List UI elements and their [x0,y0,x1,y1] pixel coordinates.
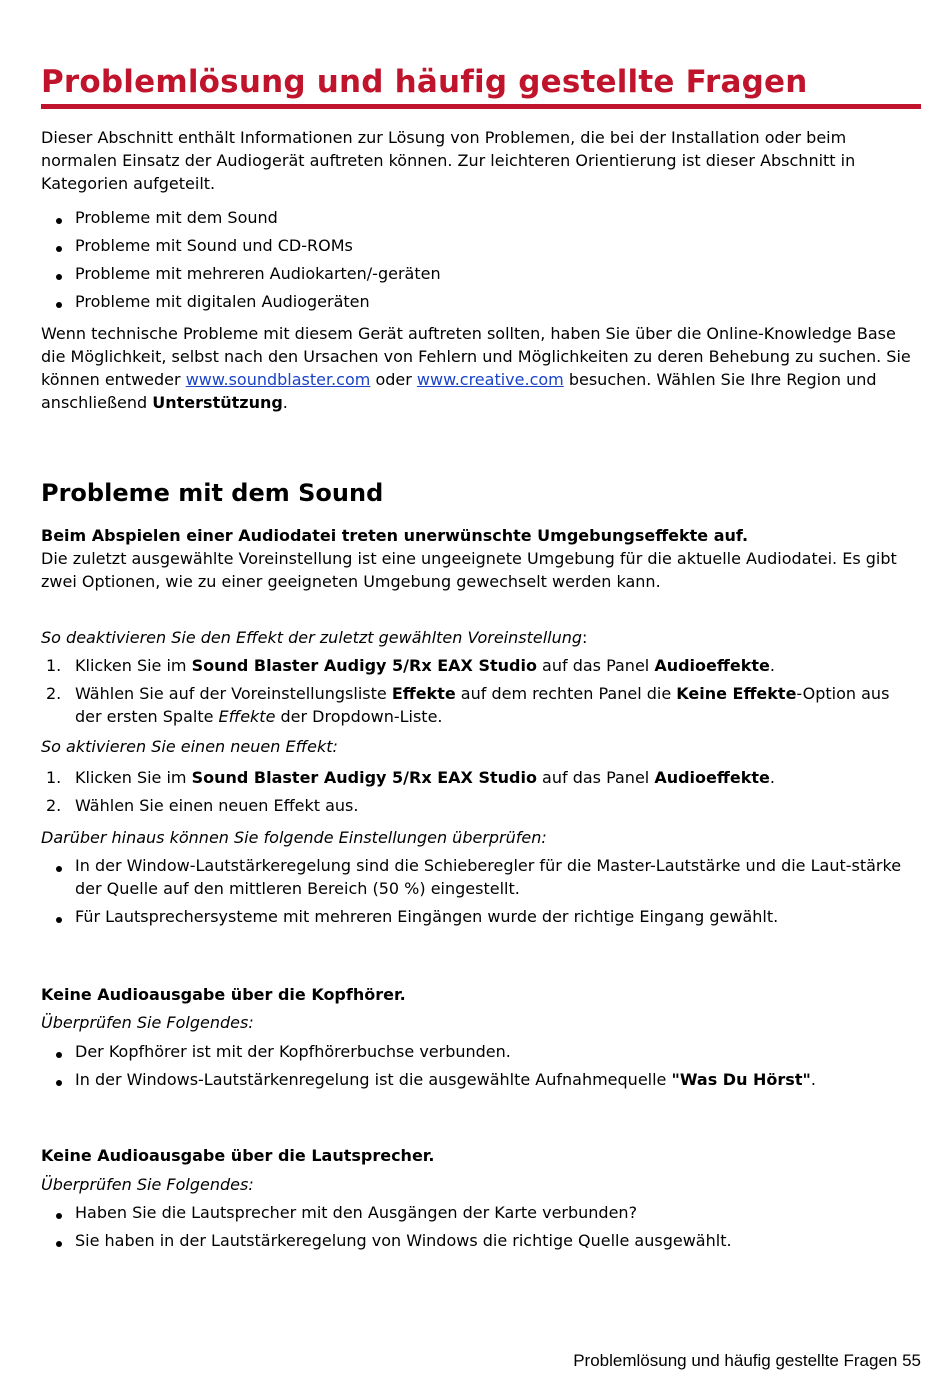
step-text-bold: Keine Effekte [676,684,797,703]
creative-link[interactable]: www.creative.com [416,370,564,389]
step-text: Klicken Sie im [75,768,192,787]
item-text-bold: "Was Du Hörst" [671,1070,811,1089]
step-number: 1. [46,768,62,787]
instruction-intro: Darüber hinaus können Sie folgende Einstellungen überprüfen: [41,828,547,847]
list-item: Probleme mit mehreren Audiokarten/-geräten [41,262,911,285]
step-text: . [769,768,775,787]
list-item: Probleme mit Sound und CD-ROMs [41,234,911,257]
category-list [41,206,911,313]
step-text-bold: Audioeffekte [654,768,770,787]
intro-paragraph: Dieser Abschnitt enthält Informationen zur Lösung von Problemen, die bei der Installation oder beim normalen Einsatz der Audiogerät auftreten können. Zur leichteren Orientierung ist dieser Abschnitt in Kategorien aufgeteilt. [41,128,856,193]
step-text: der Dropdown-Liste. [275,707,443,726]
step-text-italic: Effekte [218,707,276,726]
list-item: Der Kopfhörer ist mit der Kopfhörerbuchse verbunden. [41,1040,911,1063]
check-list [41,1040,911,1091]
kb-text: Wenn technische Probleme mit diesem Gerät auftreten sollten, haben Sie über die Online-Knowledge Base die Möglichkeit, selbst nach den Ursachen von Fehlern und Möglichkeiten zu deren Behebung zu suchen. Sie können entweder [41,324,911,389]
list-item: Sie haben in der Lautstärkeregelung von Windows die richtige Quelle ausgewählt. [41,1229,911,1252]
page-footer: Problemlösung und häufig gestellte Fragen 55 [573,1351,921,1370]
problem-heading: Beim Abspielen einer Audiodatei treten unerwünschte Umgebungseffekte auf. [41,526,749,545]
list-item: Probleme mit digitalen Audiogeräten [41,290,911,313]
instruction-intro: Überprüfen Sie Folgendes: [41,1013,254,1032]
step-number: 2. [46,796,62,815]
colon: : [582,628,588,647]
instruction-intro: So aktivieren Sie einen neuen Effekt: [41,737,338,756]
kb-text: besuchen. Wählen Sie Ihre Region und anschließend [41,370,877,412]
deactivate-steps [41,654,911,728]
instruction-intro: Überprüfen Sie Folgendes: [41,1175,254,1194]
list-item [41,654,911,677]
instruction-intro [41,626,911,649]
list-item [41,766,911,789]
step-text: Wählen Sie einen neuen Effekt aus. [75,796,359,815]
item-text: . [810,1070,816,1089]
problem-heading: Keine Audioausgabe über die Lautsprecher. [41,1146,435,1165]
check-list [41,854,911,928]
step-text: . [769,656,775,675]
kb-text: oder [370,370,417,389]
list-item: Probleme mit dem Sound [41,206,911,229]
step-text: -Option aus der ersten Spalte [75,684,890,726]
knowledge-base-paragraph [41,322,911,414]
list-item: Für Lautsprechersysteme mit mehreren Eingängen wurde der richtige Eingang gewählt. [41,905,911,928]
list-item: Haben Sie die Lautsprecher mit den Ausgängen der Karte verbunden? [41,1201,911,1224]
activate-steps [41,766,911,817]
step-text: auf dem rechten Panel die [455,684,677,703]
list-item [41,794,911,817]
step-text: Klicken Sie im [75,656,192,675]
kb-bold-text: Unterstützung [152,393,283,412]
list-item [41,1068,911,1091]
step-number: 1. [46,656,62,675]
problem-heading: Keine Audioausgabe über die Kopfhörer. [41,985,406,1004]
list-item [41,682,911,728]
problem-description: Die zuletzt ausgewählte Voreinstellung ist eine ungeeignete Umgebung für die aktuelle Audiodatei. Es gibt zwei Optionen, wie zu einer geeigneten Umgebung gewechselt werden kann. [41,549,897,591]
list-item: In der Window-Lautstärkeregelung sind die Schieberegler für die Master-Lautstärke und die Laut-stärke der Quelle auf den mittleren Bereich (50 %) eingestellt. [41,854,911,900]
step-text-bold: Effekte [391,684,456,703]
soundblaster-link[interactable]: www.soundblaster.com [185,370,371,389]
step-text: auf das Panel [536,768,655,787]
step-text-bold: Audioeffekte [654,656,770,675]
check-list [41,1201,911,1252]
step-text-bold: Sound Blaster Audigy 5/Rx EAX Studio [191,656,537,675]
step-text: auf das Panel [536,656,655,675]
step-number: 2. [46,684,62,703]
section-title: Probleme mit dem Sound [41,479,384,507]
item-text: In der Windows-Lautstärkenregelung ist die ausgewählte Aufnahmequelle [75,1070,672,1089]
kb-text: . [282,393,288,412]
instruction-intro-text: So deaktivieren Sie den Effekt der zuletzt gewählten Voreinstellung [41,628,583,647]
page-title: Problemlösung und häufig gestellte Fragen [41,62,921,109]
step-text-bold: Sound Blaster Audigy 5/Rx EAX Studio [191,768,537,787]
step-text: Wählen Sie auf der Voreinstellungsliste [75,684,392,703]
